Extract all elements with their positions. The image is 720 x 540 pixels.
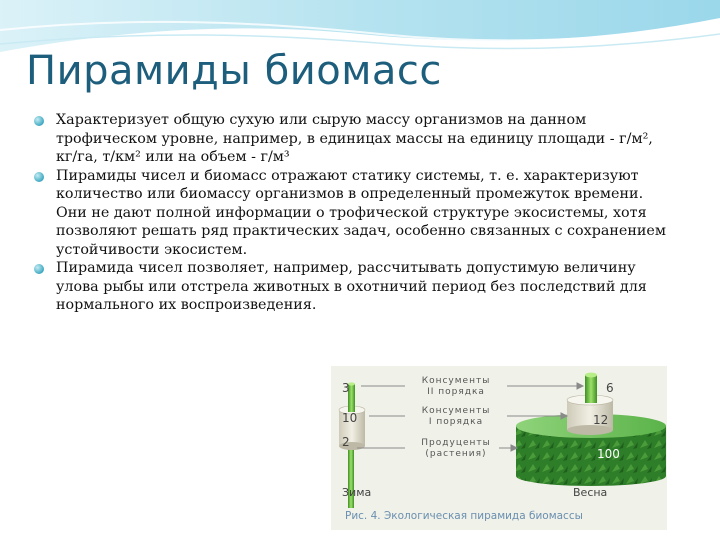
bullet-list [34, 111, 674, 315]
bullet-icon [34, 264, 44, 274]
winter-producer-value: 2 [342, 435, 350, 449]
spring-producer-value: 100 [597, 447, 620, 461]
level-label-consumer2-line1: Консументы [421, 376, 491, 386]
level-label-consumer1-line2: I порядка [428, 417, 484, 427]
bullet-item [34, 111, 674, 167]
winter-consumer1-value: 10 [342, 411, 358, 425]
bullet-item [34, 259, 674, 315]
winter-label: Зима [342, 486, 372, 499]
spring-consumer2-value: 6 [606, 381, 614, 395]
level-label-consumer1-line1: Консументы [421, 406, 491, 416]
pyramid-illustration [331, 366, 667, 530]
bullet-text: Пирамида чисел позволяет, например, рассчитывать допустимую величину улова рыбы или отстрела животных в охотничий период без последствий для нормального их воспроизведения. [56, 260, 647, 313]
winter-consumer2-value: 3 [342, 381, 350, 395]
level-label-producer-line1: Продуценты [421, 438, 491, 448]
bullet-text: Пирамиды чисел и биомасс отражают статику системы, т. е. характеризуют количество или биомассу организмов в определенный промежуток времени. Они не дают полной информации о трофической структуре экосистемы, хотя позволяют решать ряд практических задач, особенно связанных с сохранением устойчивости экосистем. [56, 167, 667, 258]
spring-consumer2-rod [585, 375, 597, 403]
biomass-pyramid-figure [331, 366, 667, 530]
spring-label: Весна [573, 486, 608, 499]
bullet-icon [34, 172, 44, 182]
spring-consumer1-value: 12 [593, 413, 609, 427]
figure-caption: Рис. 4. Экологическая пирамида биомассы [345, 510, 583, 522]
slide-title: Пирамиды биомасс [26, 48, 442, 94]
bullet-icon [34, 116, 44, 126]
level-label-consumer2-line2: II порядка [427, 387, 485, 397]
bullet-text: Характеризует общую сухую или сырую массу организмов на данном трофическом уровне, например, в единицах массы на единицу площади - г/м², кг/га, т/км² или на объем - г/м³ [56, 112, 653, 165]
level-label-producer-line2: (растения) [425, 449, 487, 459]
bullet-item [34, 167, 674, 260]
